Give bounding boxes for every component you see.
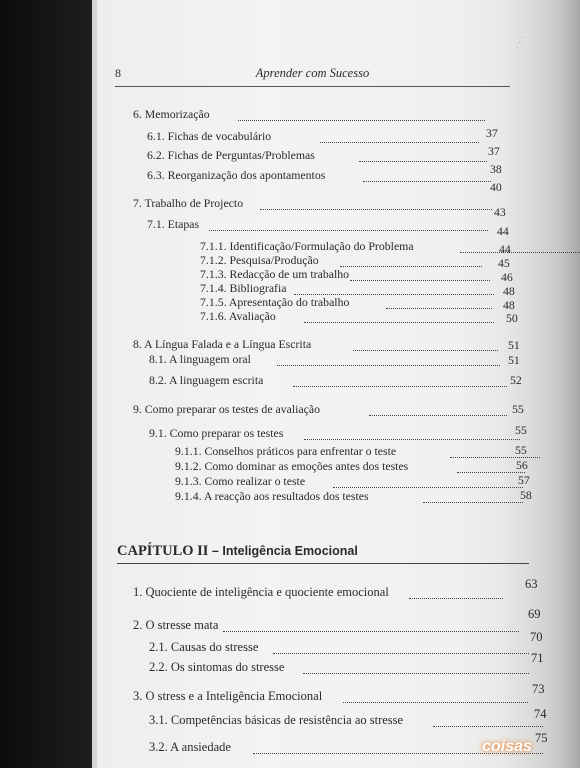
running-header: [115, 66, 510, 87]
toc-page: 56: [516, 458, 528, 472]
toc-page: 69: [528, 607, 541, 621]
toc-page: 37: [488, 144, 500, 158]
toc-page: 57: [518, 473, 530, 487]
toc-page: 44: [499, 242, 511, 256]
toc-page: 44: [497, 224, 509, 238]
page-number: 8: [115, 66, 121, 80]
toc-page: 58: [520, 488, 532, 502]
faded-text: . . .: [509, 32, 526, 50]
toc-page: 63: [525, 577, 538, 591]
running-title: Aprender com Sucesso: [255, 66, 370, 80]
toc-page: 48: [503, 284, 515, 298]
toc-page: 50: [506, 311, 518, 325]
chapter-heading: CAPÍTULO II – Inteligência Emocional: [117, 543, 358, 559]
toc-page: 55: [515, 423, 527, 437]
toc-page: 40: [490, 180, 502, 194]
toc-page: 71: [531, 651, 544, 665]
toc-page: 75: [535, 731, 548, 745]
toc-page: 43: [494, 205, 506, 219]
toc-page: 55: [515, 443, 527, 457]
watermark-logo: coisas: [482, 738, 532, 755]
toc-page: 55: [512, 402, 524, 416]
toc-page: 73: [532, 682, 545, 696]
toc-page: 45: [498, 256, 510, 270]
toc-page: 51: [508, 353, 520, 367]
toc-page: 48: [503, 298, 515, 312]
toc-page: 46: [501, 270, 513, 284]
toc-page: 37: [486, 126, 498, 140]
chapter-rule: [117, 563, 529, 564]
toc-page: 51: [508, 338, 520, 352]
toc-page: 74: [534, 707, 547, 721]
toc-page: 70: [530, 630, 543, 644]
toc-page: 52: [510, 373, 522, 387]
toc-page: 38: [490, 162, 502, 176]
